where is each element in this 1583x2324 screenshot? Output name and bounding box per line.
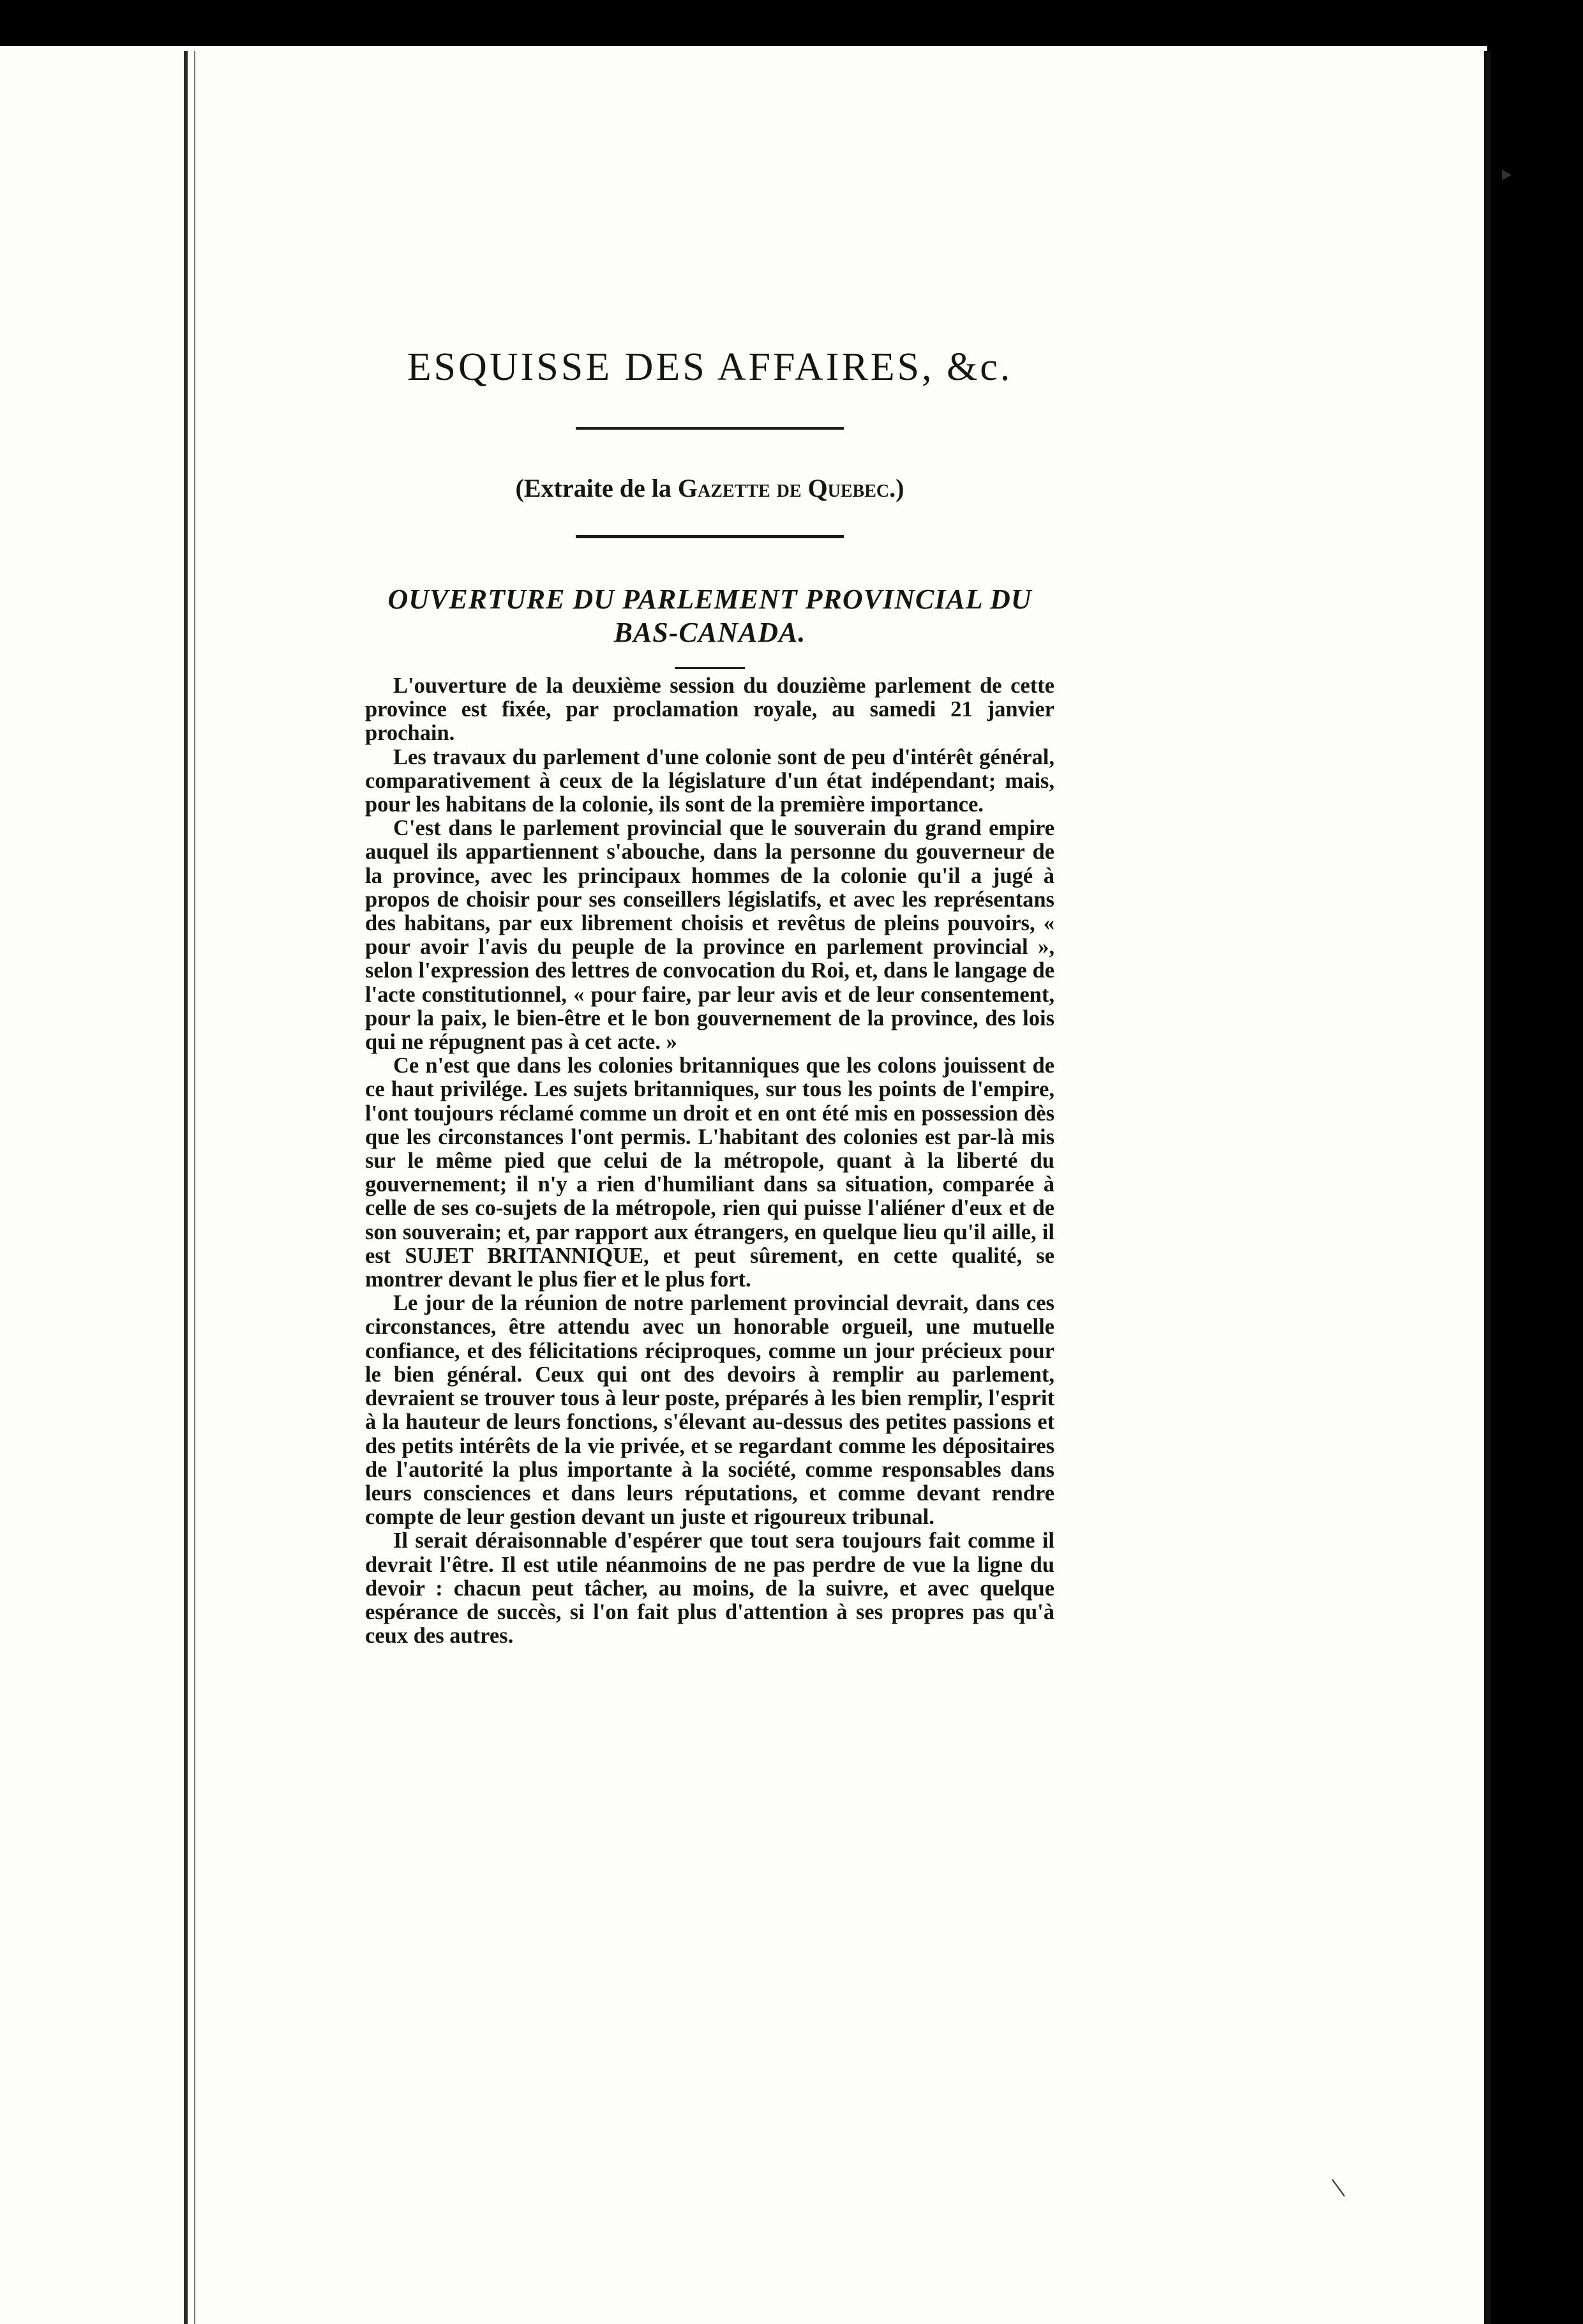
paragraph: Il serait déraisonnable d'espérer que tout sera toujours fait comme il devrait l'être. Il est utile néanmoins de ne pas perdre de vue la ligne du devoir : chacun peut tâcher, au moins, de la suivre, et avec quelque espérance de succès, si l'on fait plus d'attention à ses propres pas qu'à ceux des autres. — [365, 1528, 1054, 1649]
page-edge-shadow — [1484, 51, 1490, 2324]
source-prefix: (Extraite de la — [515, 474, 678, 502]
paragraph: C'est dans le parlement provincial que le souverain du grand empire auquel ils appartiennent s'abouche, dans la personne du gouverneur de la province, avec les principaux hommes de la colonie qu'il a jugé à propos de choisir pour ses conseillers législatifs, et avec les représentans des habitans, par eux librement choisis et revêtus de pleins pouvoirs, « pour avoir l'avis du peuple de la province en parlement provincial », selon l'expression des lettres de convocation du Roi, et, dans le langage de l'acte constitutionnel, « pour faire, par leur avis et de leur consentement, pour la paix, le bien-être et le bon gouvernement de la province, des lois qui ne répugnent pas à cet acte. » — [365, 816, 1054, 1055]
margin-mark-icon: ‣ — [1497, 160, 1515, 192]
source-suffix: ) — [896, 474, 904, 502]
section-heading: OUVERTURE DU PARLEMENT PROVINCIAL DU BAS-CANADA. — [387, 584, 1032, 648]
binding-gutter-line-thin — [194, 51, 195, 2324]
paragraph: Les travaux du parlement d'une colonie sont de peu d'intérêt général, comparativement à ceux de la législature d'un état indépendant; mais, pour les habitans de la colonie, ils sont de la première importance. — [365, 744, 1054, 817]
article — [365, 345, 1054, 1648]
article-body — [365, 674, 1054, 1648]
binding-gutter-line — [184, 51, 188, 2324]
title-rule — [576, 427, 844, 430]
paragraph: Ce n'est que dans les colonies britanniques que les colons jouissent de ce haut privilége. Les sujets britanniques, sur tous les points de l'empire, l'ont toujours réclamé comme un droit et en ont été mis en possession dès que les circonstances l'ont permis. L'habitant des colonies est par-là mis sur le même pied que celui de la métropole, quant à la liberté du gouvernement; il n'y a rien d'humiliant dans sa situation, comparée à celle de ses co-sujets de la métropole, rien qui puisse l'aliéner d'eux et de son souverain; et, par rapport aux étrangers, en quelque lieu qu'il aille, il est SUJET BRITANNIQUE, et peut sûrement, en cette qualité, se montrer devant le plus fier et le plus fort. — [365, 1053, 1054, 1292]
source-name: Gazette de Quebec. — [677, 474, 896, 502]
margin-stroke-icon: / — [1322, 2175, 1354, 2201]
page-title: ESQUISSE DES AFFAIRES, &c. — [407, 345, 1013, 389]
paragraph: Le jour de la réunion de notre parlement provincial devrait, dans ces circonstances, être attendu avec un honorable orgueil, une mutuelle confiance, et des félicitations réciproques, comme un jour précieux pour le bien général. Ceux qui ont des devoirs à remplir au parlement, devraient se trouver tous à leur poste, préparés à les bien remplir, l'esprit à la hauteur de leurs fonctions, s'élevant au-dessus des petites passions et des petits intérêts de la vie privée, et se regardant comme les dépositaires de l'autorité la plus importante à la société, comme responsables dans leurs consciences et dans leurs réputations, et comme devant rendre compte de leur gestion devant un juste et rigoureux tribunal. — [365, 1291, 1054, 1530]
heading-rule — [675, 667, 745, 669]
source-line — [365, 473, 1054, 503]
source-rule — [576, 535, 844, 538]
paragraph: L'ouverture de la deuxième session du douzième parlement de cette province est fixée, par proclamation royale, au samedi 21 janvier prochain. — [365, 674, 1054, 746]
